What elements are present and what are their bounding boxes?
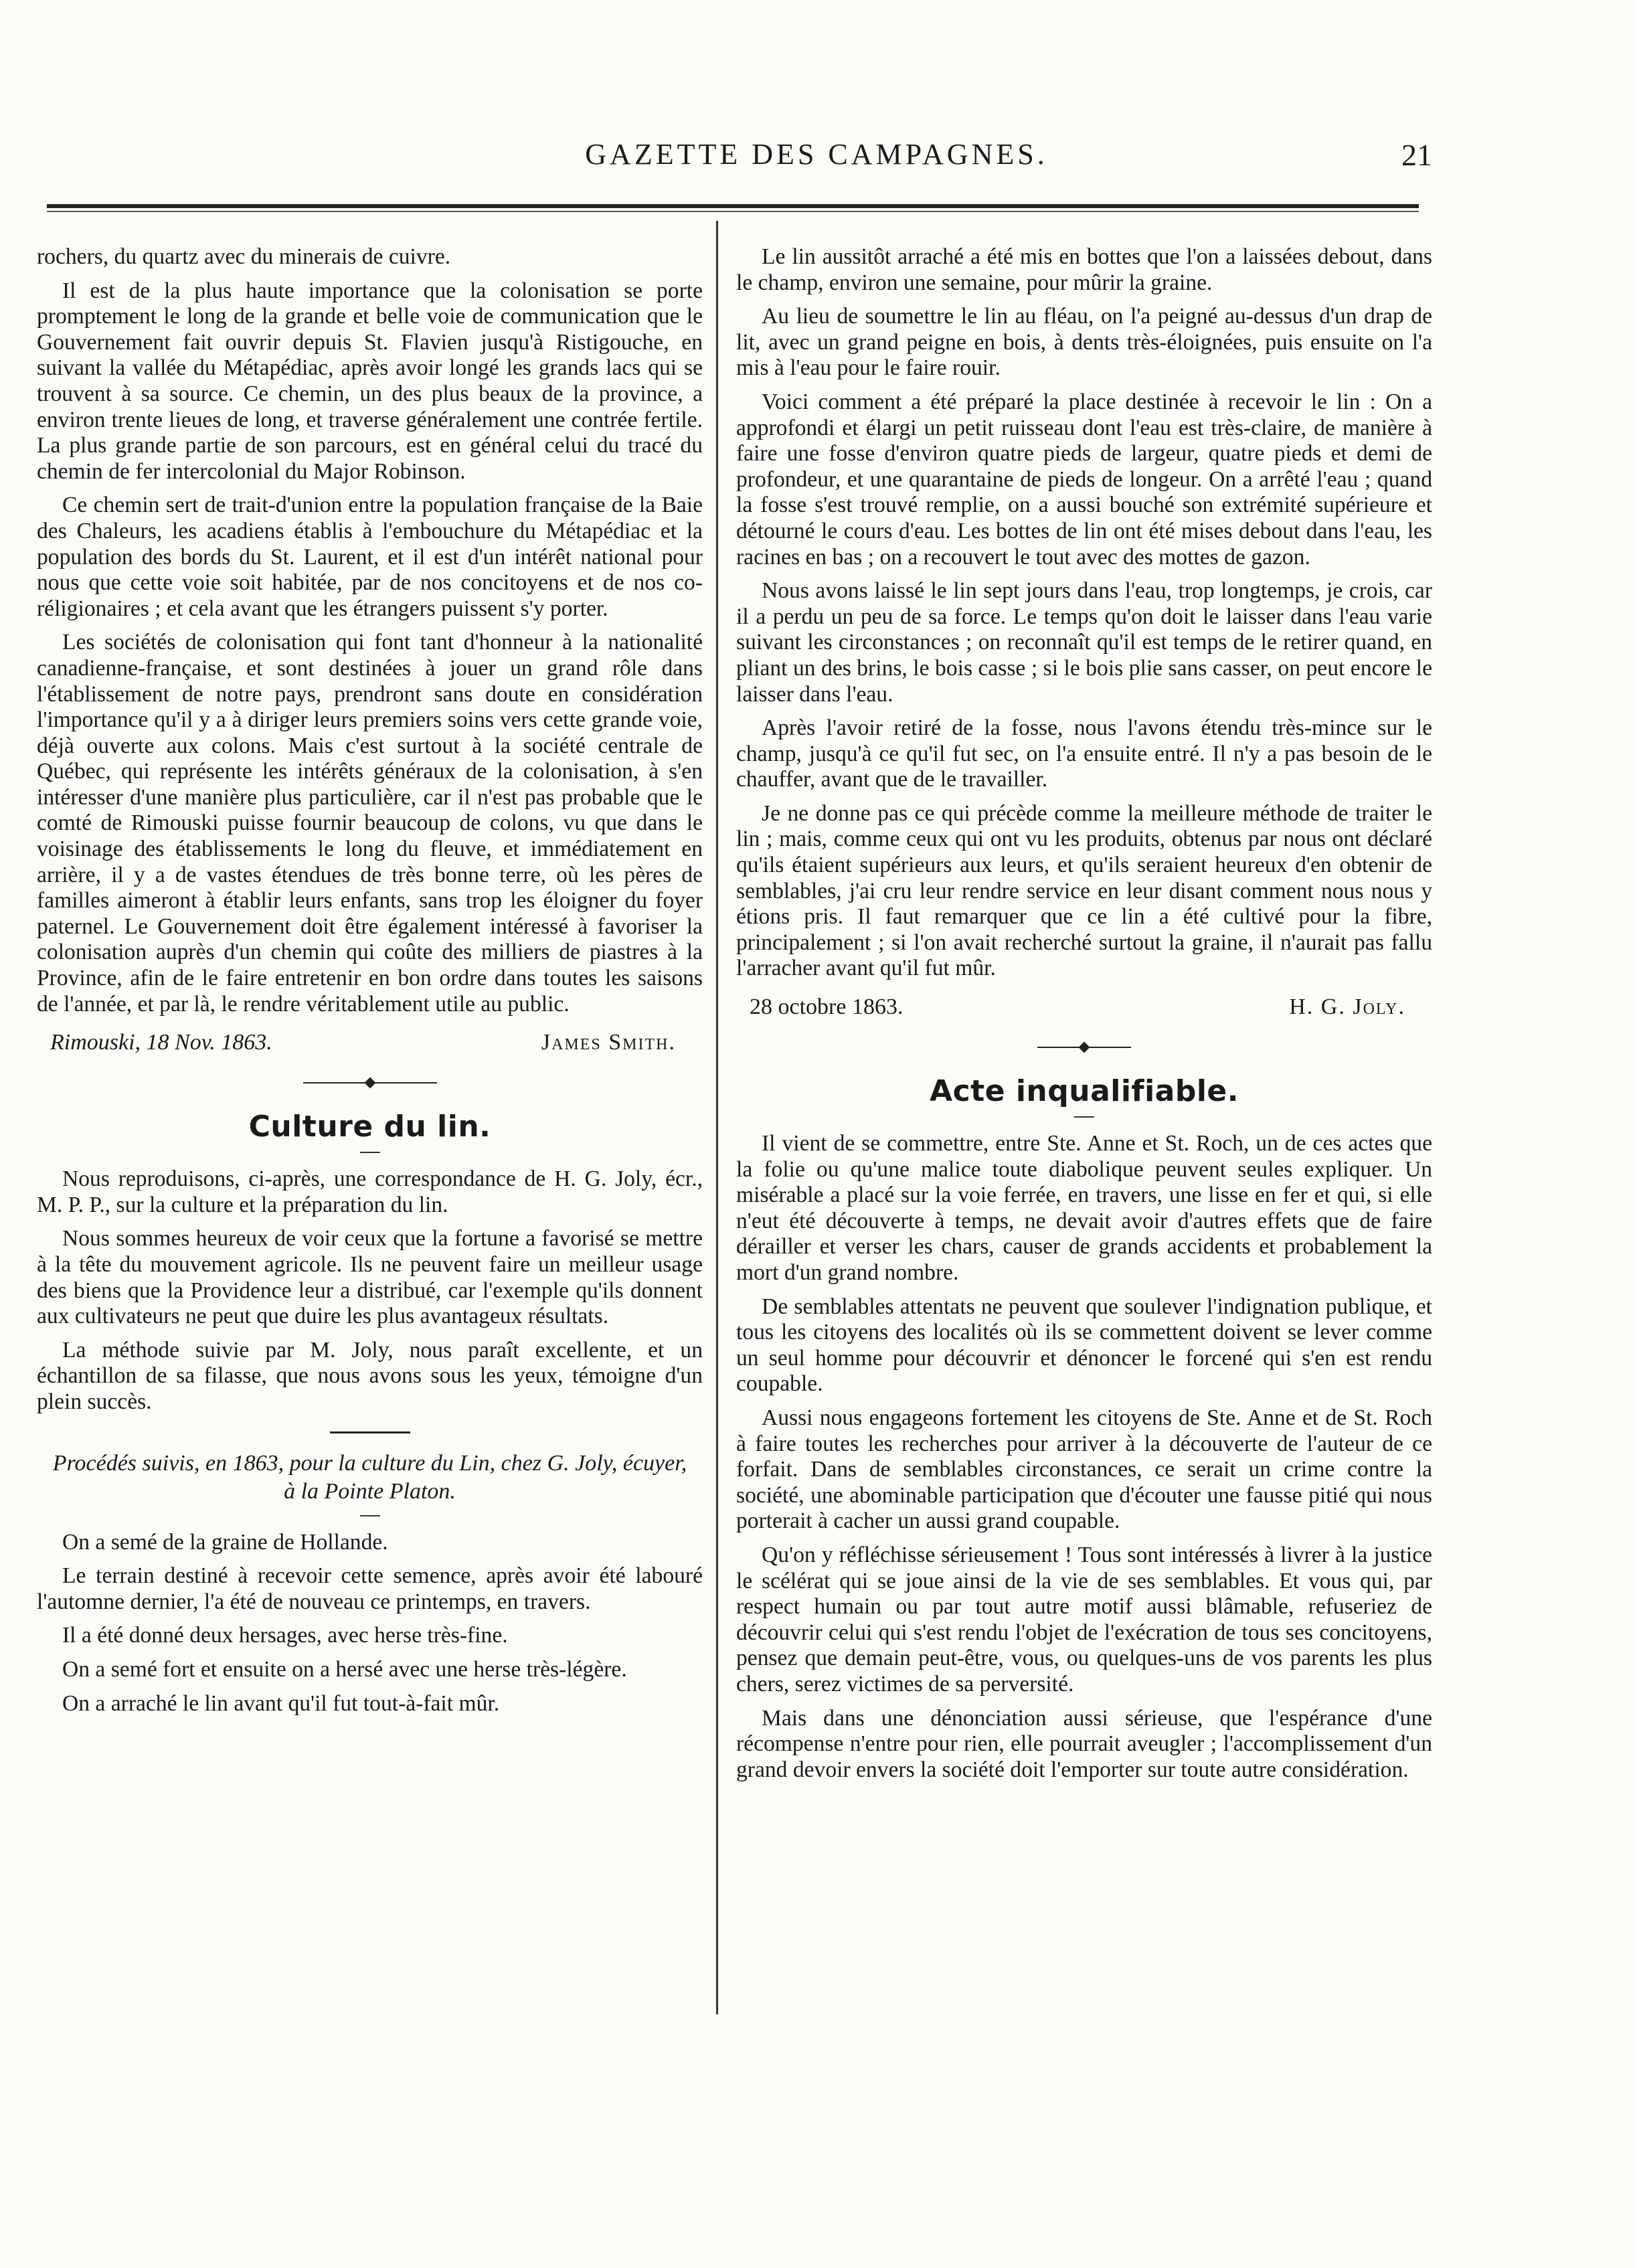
article-headline: Acte inqualifiable.	[930, 1074, 1239, 1109]
paragraph: Nous reproduisons, ci-après, une correspondance de H. G. Joly, écr., M. P. P., sur la culture et la préparation du lin.	[37, 1166, 703, 1217]
paragraph: Au lieu de soumettre le lin au fléau, on l'a peigné au-dessus d'un drap de lit, avec un grand peigne en bois, à dents très-éloignées, puis ensuite on l'a mis à l'eau pour le faire rouir.	[736, 304, 1432, 381]
paragraph: Il vient de se commettre, entre Ste. Anne et St. Roch, un de ces actes que la folie ou qu'une malice toute diabolique peuvent seules expliquer. Un misérable a placé sur la voie ferrée, en travers, une lisse en fer et qui, si elle n'eut été découverte à temps, ne devait avoir d'autres effets que de faire dérailler et verser les chars, causer de grands accidents et probablement la mort d'un grand nombre.	[736, 1131, 1432, 1285]
signoff-place-date: Rimouski, 18 Nov. 1863.	[50, 1030, 272, 1055]
header-rule	[47, 204, 1419, 208]
paragraph: On a semé fort et ensuite on a hersé avec une herse très-légère.	[62, 1656, 627, 1682]
paragraph: rochers, du quartz avec du minerais de cuivre.	[37, 244, 451, 269]
headline-underline	[360, 1152, 380, 1153]
article-headline: Culture du lin.	[248, 1110, 491, 1144]
article-signoff	[736, 994, 1432, 1021]
right-column	[736, 244, 1432, 1791]
paragraph: De semblables attentats ne peuvent que soulever l'indignation publique, et tous les citoyens des localités où ils se commettent doivent se lever comme un seul homme pour découvrir et dénoncer le forcené qui s'en est rendu coupable.	[736, 1294, 1432, 1397]
paragraph: On a semé de la graine de Hollande.	[62, 1529, 388, 1555]
article-signoff	[37, 1029, 703, 1056]
signoff-author: James Smith.	[541, 1030, 676, 1055]
publication-title: GAZETTE DES CAMPAGNES.	[585, 138, 1048, 171]
page-number: 21	[1401, 138, 1432, 172]
paragraph: Aussi nous engageons fortement les citoyens de Ste. Anne et de St. Roch à faire toutes les recherches pour arriver à la découverte de l'auteur de ce forfait. Dans de semblables circonstances, ce serait un crime contre la société, une abominable participation que d'écouter une fausse pitié qui nous porterait à cacher un aussi grand coupable.	[736, 1405, 1432, 1534]
paragraph: Le lin aussitôt arraché a été mis en bottes que l'on a laissées debout, dans le champ, environ une semaine, pour mûrir la graine.	[736, 244, 1432, 295]
paragraph: Qu'on y réfléchisse sérieusement ! Tous sont intéressés à livrer à la justice le scélérat qui se joue ainsi de la vie de ses semblables. Et vous qui, par respect humain ou par tout autre motif aussi blâmable, refuseriez de découvrir celui qui s'est rendu l'objet de l'exécration de tous ses concitoyens, pensez que demain peut-être, vous, ou quelques-uns de vos parents les plus chers, serez victimes de sa perversité.	[736, 1542, 1432, 1696]
paragraph: Les sociétés de colonisation qui font tant d'honneur à la nationalité canadienne-française, et sont destinées à jouer un grand rôle dans l'établissement de notre pays, prendront sans doute en considération l'importance qu'il y a à diriger leurs premiers soins vers cette grande voie, déjà ouverte aux colons. Mais c'est surtout à la société centrale de Québec, qui représente les intérêts généraux de la colonisation, à s'en intéresser d'une manière plus particulière, car il n'est pas probable que le comté de Rimouski puisse fournir beaucoup de colons, vu que dans le voisinage des établissements le long du fleuve, et immédiatement en arrière, il y a de vastes étendues de très bonne terre, où les pères de familles aimeront à établir leurs enfants, sans trop les éloigner du foyer paternel. Le Gouvernement doit être également intéressé à favoriser la colonisation auprès d'un chemin qui coûte des milliers de piastres à la Province, afin de le faire entretenir en bon ordre dans toutes les saisons de l'année, et par là, le rendre véritablement utile au public.	[37, 630, 703, 1017]
section-separator	[1037, 1034, 1131, 1061]
paragraph: Nous avons laissé le lin sept jours dans l'eau, trop longtemps, je crois, car il a perdu un peu de sa force. Le temps qu'on doit le laisser dans l'eau varie suivant les circonstances ; on reconnaît qu'il est temps de le retirer quand, en pliant un des brins, le bois casse ; si le bois plie sans casser, on peut encore le laisser dans l'eau.	[736, 578, 1432, 707]
paragraph: Voici comment a été préparé la place destinée à recevoir le lin : On a approfondi et élargi un petit ruisseau dont l'eau est très-claire, de manière à faire une fosse d'environ quatre pieds de largeur, quatre pieds et demi de profondeur, et une quarantaine de pieds de longeur. On a arrêté l'eau ; quand la fosse s'est trouvé remplie, on a aussi bouché son extrémité supérieure et détourné le cours d'eau. Les bottes de lin ont été mises debout dans l'eau, les racines en bas ; on a recouvert le tout avec des mottes de gazon.	[736, 389, 1432, 570]
paragraph: Je ne donne pas ce qui précède comme la meilleure méthode de traiter le lin ; mais, comme ceux qui ont vu les produits, obtenus par nous ont déclaré qu'ils étaient supérieurs aux leurs, et qu'ils seraient heureux d'en obtenir de semblables, j'ai cru leur rendre service en leur disant comment nous nous y étions pris. Il faut remarquer que ce lin a été cultivé pour la fibre, principalement ; si l'on avait recherché surtout la graine, il n'aurait pas fallu l'arracher avant qu'il fut mûr.	[736, 800, 1432, 981]
paragraph: Il est de la plus haute importance que la colonisation se porte promptement le long de la grande et belle voie de communication que le Gouvernement fait ouvrir depuis St. Flavien jusqu'à Ristigouche, en suivant la vallée du Métapédiac, après avoir longé les grands lacs qui se trouvent à sa source. Ce chemin, un des plus beaux de la province, a environ trente lieues de long, et traverse généralement une contrée fertile. La plus grande partie de son parcours, est en général celui du tracé du chemin de fer intercolonial du Major Robinson.	[37, 278, 703, 484]
paragraph: Nous sommes heureux de voir ceux que la fortune a favorisé se mettre à la tête du mouvement agricole. Ils ne peuvent faire un meilleur usage des biens que la Providence leur a distribué, car l'exemple qu'ils donnent aux cultivateurs ne peut que duire les plus avantageux résultats.	[37, 1226, 703, 1329]
procedure-dash	[360, 1515, 380, 1516]
paragraph: Mais dans une dénonciation aussi sérieuse, que l'espérance d'une récompense n'entre pour rien, elle pourrait aveugler ; l'accomplissement d'un grand devoir envers la société doit l'emporter sur toute autre considération.	[736, 1705, 1432, 1782]
paragraph: Il a été donné deux hersages, avec herse très-fine.	[62, 1623, 508, 1648]
section-dash	[330, 1431, 410, 1433]
header-rule-thin	[47, 211, 1419, 212]
column-divider	[716, 221, 718, 2014]
headline-underline	[1074, 1116, 1094, 1118]
signoff-date: 28 octobre 1863.	[750, 994, 903, 1020]
page-header	[201, 137, 1432, 184]
procedure-title: Procédés suivis, en 1863, pour la culture du Lin, chez G. Joly, écuyer, à la Pointe Platon.	[52, 1450, 687, 1504]
paragraph: Le terrain destiné à recevoir cette semence, après avoir été labouré l'automne dernier, l'a été de nouveau ce printemps, en travers.	[37, 1563, 703, 1614]
paragraph: On a arraché le lin avant qu'il fut tout-à-fait mûr.	[62, 1690, 500, 1716]
paragraph: La méthode suivie par M. Joly, nous paraît excellente, et un échantillon de sa filasse, que nous avons sous les yeux, témoigne d'un plein succès.	[37, 1337, 703, 1414]
section-separator	[303, 1069, 437, 1096]
paragraph: Ce chemin sert de trait-d'union entre la population française de la Baie des Chaleurs, les acadiens établis à l'embouchure du Métapédiac et la population des bords du St. Laurent, et il est d'un intérêt national pour nous que cette voie soit habitée, par de nos concitoyens et de nos co-réligionaires ; et cela avant que les étrangers puissent s'y porter.	[37, 493, 703, 621]
paragraph: Après l'avoir retiré de la fosse, nous l'avons étendu très-mince sur le champ, jusqu'à ce qu'il fut sec, on l'a ensuite entré. Il n'y a pas besoin de le chauffer, avant que de le travailler.	[736, 715, 1432, 792]
signoff-author: H. G. Joly.	[1289, 994, 1405, 1020]
left-column	[37, 244, 703, 1725]
